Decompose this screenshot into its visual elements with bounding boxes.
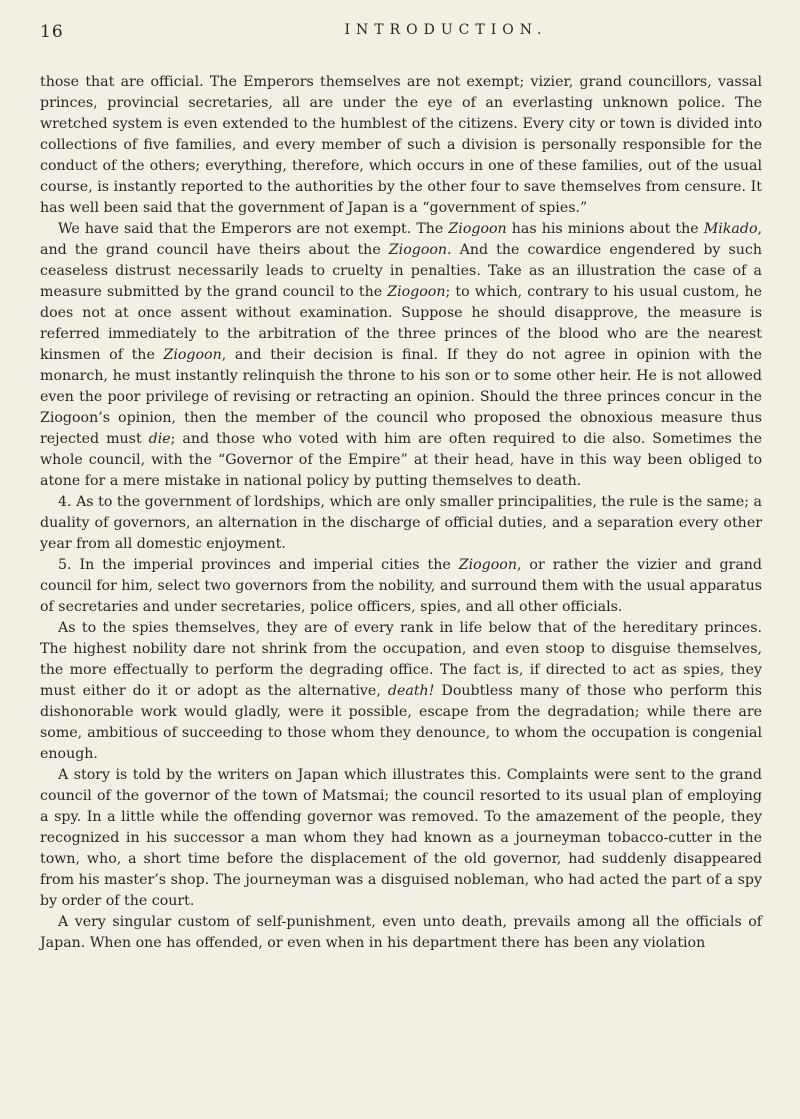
text-run: A very singular custom of self-punishment, even unto death, prevails among all the officials of Japan. When one has offended, or even when in his department there has been any violation [40,914,762,951]
text-run: ; to which, contrary to his usual custom, he does not at once assent without examination. Suppose he should disapprove, the measure is referred immediately to the arbitration of the three princes of the blood who are the nearest kinsmen of the [40,284,762,363]
italic-mikado: Mikado [703,221,758,237]
text-run: has his minions about the [506,221,704,237]
paragraph-6 [40,765,762,912]
paragraph-2 [40,219,762,492]
text-run: 5. In the imperial provinces and imperial cities the [58,557,459,573]
body-text [40,72,762,954]
text-run: , and the grand council have theirs about the [40,221,763,258]
italic-ziogoon: Ziogoon [163,347,222,363]
italic-death: death! [387,683,435,699]
text-run: We have said that the Emperors are not exempt. The [58,221,449,237]
page-number: 16 [40,22,64,42]
text-run: 4. As to the government of lordships, which are only smaller principalities, the rule is the same; a duality of governors, an alternation in the discharge of official duties, and a separation every other year from all domestic enjoyment. [40,494,762,552]
page-header [40,22,762,52]
italic-ziogoon: Ziogoon [388,242,448,258]
text-run: A story is told by the writers on Japan which illustrates this. Complaints were sent to the grand council of the governor of the town of Matsmai; the council resorted to its usual plan of employing a spy. In a little while the offending governor was removed. To the amazement of the people, they recognized in his successor a man whom they had known as a journeyman tobacco-cutter in the town, who, a short time before the displacement of the old governor, had suddenly disappeared from his master’s shop. The journeyman was a disguised nobleman, who had acted the part of a spy by order of the court. [40,767,762,909]
text-run: ; and those who voted with him are often required to die also. Sometimes the whole council, with the “Governor of the Empire” at their head, have in this way been obliged to atone for a mere mistake in national policy by putting themselves to death. [40,431,762,489]
text-run: Doubtless many of those who perform this dishonorable work would gladly, were it possible, escape from the degradation; while there are some, ambitious of succeeding to those whom they denounce, to whom the occupation is congenial enough. [40,683,762,762]
paragraph-3 [40,492,762,555]
text-run: , and their decision is final. If they do not agree in opinion with the monarch, he must instantly relinquish the throne to his son or to some other heir. He is not allowed even the poor privilege of revising or retracting an opinion. Should the three princes concur in the Ziogoon’s opinion, then the member of the council who proposed the obnoxious measure thus rejected must [40,347,762,447]
paragraph-1 [40,72,762,219]
text-run: As to the spies themselves, they are of every rank in life below that of the hereditary princes. The highest nobility dare not shrink from the occupation, and even stoop to disguise themselves, the more effectually to perform the degrading office. The fact is, if directed to act as spies, they must either do it or adopt as the alternative, [40,620,762,699]
paragraph-4 [40,555,762,618]
paragraph-7 [40,912,762,954]
italic-die: die [148,431,171,447]
paragraph-5 [40,618,762,765]
text-run: . And the cowardice engendered by such ceaseless distrust necessarily leads to cruelty in penalties. Take as an illustration the case of a measure submitted by the grand council to the [40,242,762,300]
text-run: those that are official. The Emperors themselves are not exempt; vizier, grand councillors, vassal princes, provincial secretaries, all are under the eye of an everlasting unknown police. The wretched system is even extended to the humblest of the citizens. Every city or town is divided into collections of five families, and every member of such a division is personally responsible for the conduct of the others; everything, therefore, which occurs in one of these families, out of the usual course, is instantly reported to the authorities by the other four to save themselves from censure. It has well been said that the government of Japan is a “government of spies.” [40,74,762,216]
italic-ziogoon: Ziogoon [448,221,507,237]
running-head: INTRODUCTION. [344,22,548,38]
italic-ziogoon: Ziogoon [387,284,446,300]
italic-ziogoon: Ziogoon [458,557,517,573]
text-run: , or rather the vizier and grand council for him, select two governors from the nobility, and surround them with the usual apparatus of secretaries and under secretaries, police officers, spies, and all other officials. [40,557,762,615]
